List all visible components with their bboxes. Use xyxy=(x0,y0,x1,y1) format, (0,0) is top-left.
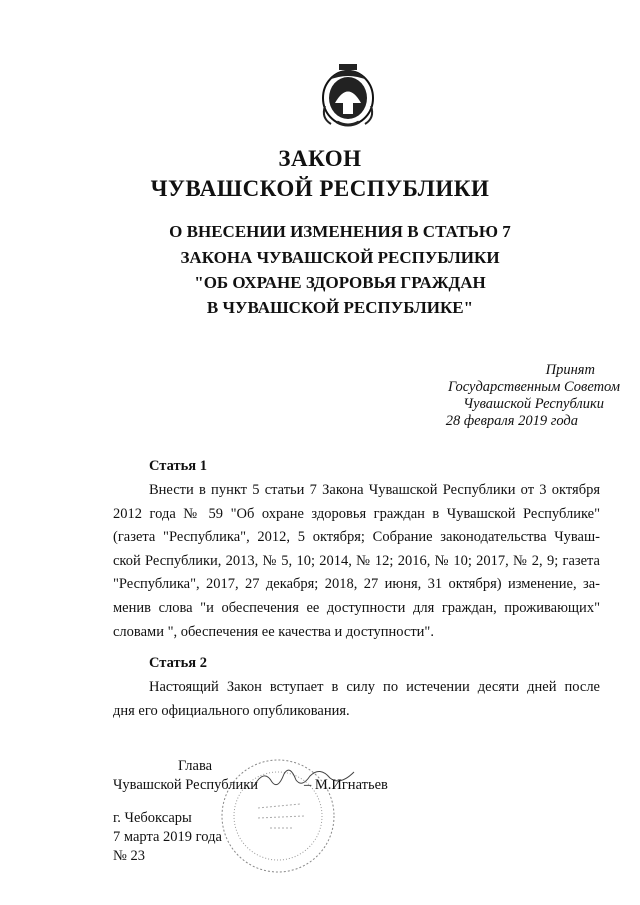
article-2-text xyxy=(113,676,600,723)
adoption-date: 28 февраля 2019 года xyxy=(445,413,578,429)
article-2-line: дня его официального опубликования. xyxy=(113,702,350,719)
article-1-line: Внести в пункт 5 статьи 7 Закона Чувашской Республики от 3 октября xyxy=(149,482,600,498)
subtitle-line-4: В ЧУВАШСКОЙ РЕСПУБЛИКЕ" xyxy=(206,298,474,317)
article-1-line: "Республика", 2017, 27 декабря; 2018, 27 июня, 31 октября) изменение, за- xyxy=(113,576,600,593)
subtitle-line-2: ЗАКОНА ЧУВАШСКОЙ РЕСПУБЛИКИ xyxy=(180,248,500,267)
republic-title: ЧУВАШСКОЙ РЕСПУБЛИКИ xyxy=(150,176,490,201)
law-number: № 23 xyxy=(113,848,145,864)
signer-position-line1: Глава xyxy=(178,758,213,774)
article-1-line: менив слова "и обеспечения ее доступности для граждан, проживающих" xyxy=(113,599,600,616)
article-2-line: Настоящий Закон вступает в силу по истечении десяти дней после xyxy=(149,679,600,695)
signer-position-line2: Чувашской Республики xyxy=(113,777,259,793)
chuvash-coat-of-arms-icon xyxy=(317,58,379,128)
article-1-line: ской Республики, 2013, № 5, 10; 2014, № 12; 2016, № 10; 2017, № 2, 9; газета xyxy=(113,552,600,569)
signing-date: 7 марта 2019 года xyxy=(113,829,222,845)
adoption-note xyxy=(380,362,620,430)
adoption-line-2: Государственным Советом xyxy=(447,379,620,395)
adoption-line-3: Чувашской Республики xyxy=(463,396,604,412)
signing-city: г. Чебоксары xyxy=(113,810,192,826)
article-1-line: 2012 года № 59 "Об охране здоровья граждан в Чувашской Республике" xyxy=(113,505,600,522)
article-2-heading: Статья 2 xyxy=(149,655,207,671)
article-1-text xyxy=(113,479,600,644)
signer-name: – М.Игнатьев xyxy=(304,777,388,793)
article-1-line: словами ", обеспечения ее качества и доступности". xyxy=(113,623,434,640)
subtitle-line-1: О ВНЕСЕНИИ ИЗМЕНЕНИЯ В СТАТЬЮ 7 xyxy=(169,222,511,241)
adoption-line-1: Принят xyxy=(545,362,595,378)
subtitle-line-3: "ОБ ОХРАНЕ ЗДОРОВЬЯ ГРАЖДАН xyxy=(194,273,486,292)
article-1-heading: Статья 1 xyxy=(149,458,207,474)
law-title: ЗАКОН xyxy=(278,146,362,171)
article-1-line: (газета "Республика", 2012, 5 октября; Собрание законодательства Чуваш- xyxy=(113,529,600,546)
